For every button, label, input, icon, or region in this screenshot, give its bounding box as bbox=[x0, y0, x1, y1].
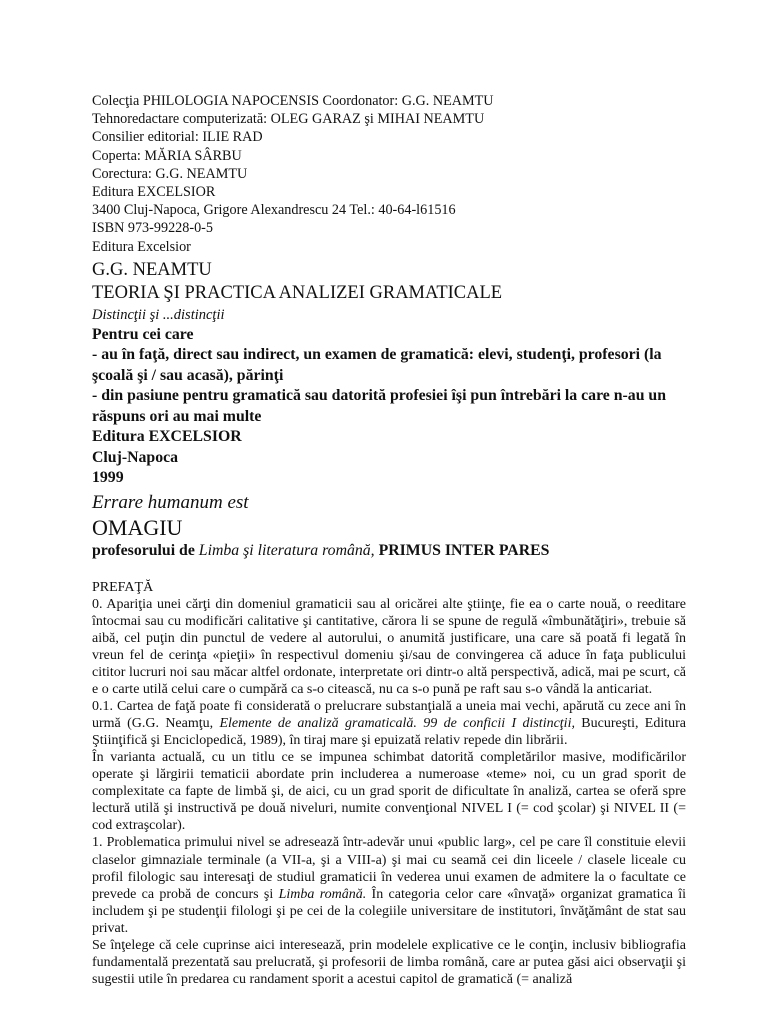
preface-paragraph-levels: În varianta actuală, cu un titlu ce se impunea schimbat datorită completărilor masive, modificărilor operate şi lărgirii tematicii abordate prin includerea a numeroase «teme» noi, cu un grad sporit de complexitate ca fapte de limbă şi, de aici, cu un grad sporit de dificultate în analiză, cartea se oferă spre lectură utilă şi instructivă pe două niveluri, numite convenţional NIVEL I (= cod şcolar) şi NIVEL II (= cod extraşcolar). bbox=[92, 750, 686, 834]
paragraph-1-text-a: 1. Problematica primului nivel se adresează într-adevăr unui «public larg», cel pe care îl constituie elevii claselor gimnaziale terminale (a VII-a, şi a VIII-a) şi mai cu seamă cei din liceele / clasele liceale cu profil filologic sau interesaţi de studiul gramaticii în vederea unui examen de admitere la o facultate ce prevede ca probă de concurs şi bbox=[92, 835, 686, 902]
dedication-line bbox=[92, 540, 686, 562]
preface-paragraph-0-1 bbox=[92, 698, 686, 749]
imprint-block bbox=[92, 92, 686, 256]
title-city: Cluj-Napoca bbox=[92, 448, 179, 466]
cited-book-title: Elemente de analiză gramaticală. 99 de conficii I distincţii, bbox=[219, 716, 575, 732]
preface-paragraph-1 bbox=[92, 834, 686, 936]
audience-item-2: - din pasiune pentru gramatică sau datorită profesiei îşi pun întrebări la care n-au un răspuns ori au mai multe bbox=[92, 387, 667, 425]
preface-title: PREFAŢĂ bbox=[92, 579, 154, 595]
preface-paragraph-2: Se înţelege că cele cuprinse aici interesează, prin modelele explicative ce le conţin, inclusiv bibliografia fundamentală prezentată sau prelucrată, şi profesorii de limba română, care ar putea găsi aici observaţii şi sugestii utile în predarea cu randament sporit a acestui capitol de gramatică (= analiză bbox=[92, 937, 686, 987]
title-year: 1999 bbox=[92, 469, 124, 487]
dedication-suffix: PRIMUS INTER PARES bbox=[374, 541, 550, 559]
book-subtitle: Distincţii şi ...distincţii bbox=[92, 306, 225, 323]
exam-subject: Limba română. bbox=[278, 886, 367, 902]
typesetting-line: Tehnoredactare computerizată: OLEG GARAZ şi MIHAI NEAMTU bbox=[92, 111, 485, 128]
address-line: 3400 Cluj-Napoca, Grigore Alexandrescu 24 Tel.: 40-64-l61516 bbox=[92, 202, 456, 219]
collection-line: Colecţia PHILOLOGIA NAPOCENSIS Coordonator: G.G. NEAMTU bbox=[92, 93, 494, 109]
audience-item-1: - au în faţă, direct sau indirect, un examen de gramatică: elevi, studenţi, profesori (la şcoală şi / sau acasă), părinţi bbox=[92, 346, 662, 384]
cover-line: Coperta: MĂRIA SÂRBU bbox=[92, 147, 242, 164]
editor-line: Consilier editorial: ILIE RAD bbox=[92, 129, 263, 146]
omagiu-heading: OMAGIU bbox=[92, 514, 183, 540]
publisher-line-2: Editura Excelsior bbox=[92, 238, 191, 255]
motto: Errare humanum est bbox=[92, 491, 249, 513]
dedication-subject: Limba şi literatura română, bbox=[198, 541, 375, 559]
isbn-line: ISBN 973-99228-0-5 bbox=[92, 220, 213, 237]
publisher-line: Editura EXCELSIOR bbox=[92, 184, 216, 201]
proofreading-line: Corectura: G.G. NEAMTU bbox=[92, 165, 248, 182]
paragraph-1-text-b: În categoria celor care «învaţă» organizat gramatica îi includem şi pe studenţii filologi şi pe cei de la colegiile universitare de institutori, învăţământ de stat sau privat. bbox=[92, 886, 686, 936]
preface-paragraph-0: 0. Apariţia unei cărţi din domeniul gramaticii sau al oricărei alte ştiinţe, fie ea o carte nouă, o reeditare întocmai sau cu modificări calitative şi cantitative, cărora li se spune de regulă «îmbunătăţiri», trebuie să aibă, cel puţin din punctul de vedere al autorului, o anumită justificare, una care să poată fi legată în vreun fel de cerinţa «pieţii» în respectivul domeniu şi/sau de convingerea că aduce în faţa publicului cititor lucruri noi sau măcar altfel ordonate, interpretate ori dintr-o altă perspectivă, adică, mai pe scurt, că e o carte utilă celui care o cumpără ca s-o citească, nu ca s-o pună pe raft sau s-o vândă la anticariat. bbox=[92, 596, 686, 698]
title-publisher: Editura EXCELSIOR bbox=[92, 428, 242, 446]
paragraph-0-1-text-a: 0.1. Cartea de faţă poate fi considerată o prelucrare substanţială a uneia mai vechi, apărută cu zece ani în urmă (G.G. Neamţu, bbox=[92, 699, 686, 732]
audience-heading: Pentru cei care bbox=[92, 325, 194, 343]
paragraph-0-1-text-b: Bucureşti, Editura Ştiinţifică şi Enciclopedică, 1989), în tiraj mare şi epuizată relativ repede din librării. bbox=[92, 716, 686, 749]
book-title: TEORIA ŞI PRACTICA ANALIZEI GRAMATICALE bbox=[92, 282, 503, 303]
dedication-prefix: profesorului de bbox=[92, 541, 199, 559]
book-author: G.G. NEAMTU bbox=[92, 259, 212, 280]
